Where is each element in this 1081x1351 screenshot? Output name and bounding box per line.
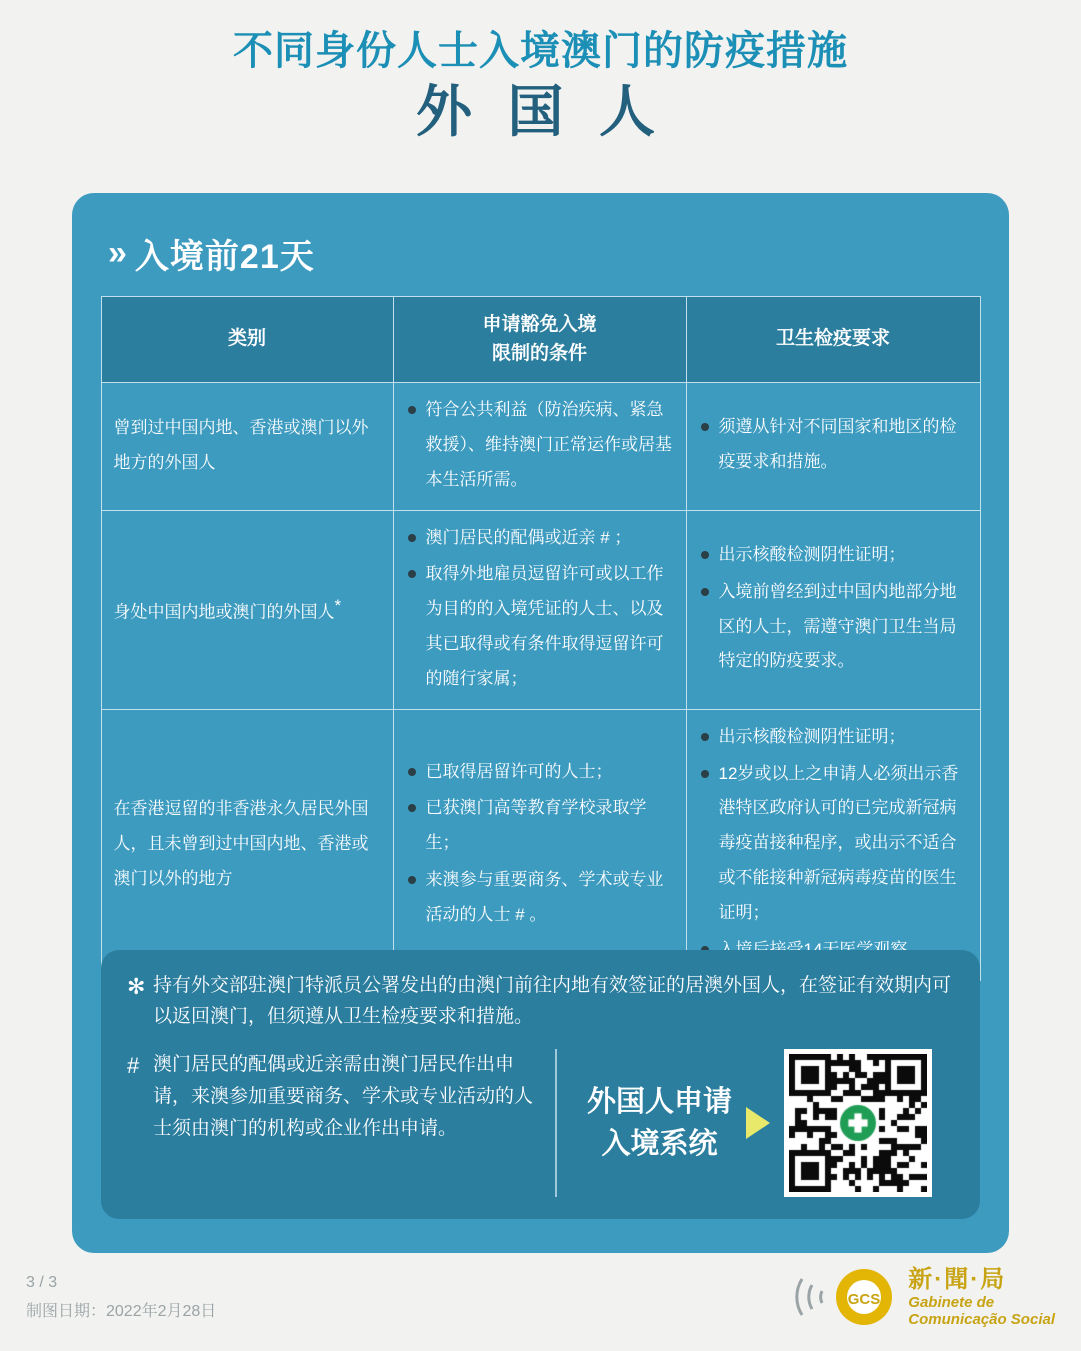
qr-label-line2: 入境系统 [601, 1127, 718, 1160]
chart-date: 制图日期：2022年2月28日 [26, 1303, 217, 1321]
gcs-logo [788, 1265, 1055, 1329]
footer-info [26, 1269, 216, 1327]
table-row [101, 383, 980, 511]
gcs-logo-cn: 新·聞·局 [908, 1265, 1007, 1293]
content-card [72, 193, 1009, 1253]
row3-conditions [393, 709, 686, 980]
note-asterisk [127, 970, 954, 1033]
table-row [101, 709, 980, 980]
column-header-conditions-line2: 限制的条件 [491, 342, 587, 364]
list-item: 出示核酸检测阴性证明； [699, 720, 968, 755]
note-hash-row [127, 1049, 954, 1197]
list-item: 12岁或以上之申请人必须出示香港特区政府认可的已完成新冠病毒疫苗接种程序，或出示不适合或不能接种新冠病毒疫苗的医生证明； [699, 757, 968, 931]
section-title [72, 193, 1009, 278]
qr-code[interactable] [784, 1049, 932, 1197]
play-triangle-icon [746, 1107, 770, 1139]
column-header-conditions [393, 297, 686, 383]
row2-category-label: 身处中国内地或澳门的外国人 [113, 602, 335, 622]
qr-section[interactable] [557, 1049, 954, 1197]
column-header-conditions-line1: 申请豁免入境 [482, 314, 597, 335]
requirements-table [101, 296, 981, 981]
note-hash [127, 1049, 557, 1197]
row3-category: 在香港逗留的非香港永久居民外国人，且未曾到过中国内地、香港或澳门以外的地方 [101, 709, 393, 980]
row2-conditions [393, 510, 686, 709]
gcs-logo-pt-line1: Gabinete de [908, 1293, 995, 1311]
note-hash-text: 澳门居民的配偶或近亲需由澳门居民作出申请，来澳参加重要商务、学术或专业活动的人士须由澳门的机构或企业作出申请。 [153, 1053, 534, 1140]
list-item: 来澳参与重要商务、学术或专业活动的人士 # 。 [406, 863, 674, 933]
note-asterisk-text: 持有外交部驻澳门特派员公署发出的由澳门前往内地有效签证的居澳外国人，在签证有效期内可以返回澳门，但须遵从卫生检疫要求和措施。 [153, 975, 952, 1028]
page-header [0, 0, 1081, 145]
list-item: 已取得居留许可的人士； [406, 755, 674, 790]
table-row [101, 510, 980, 709]
asterisk-marker: * [334, 595, 342, 615]
gcs-logo-text [908, 1266, 1055, 1328]
gcs-logo-pt-line2: Comunicação Social [908, 1310, 1055, 1328]
column-header-health: 卫生检疫要求 [686, 297, 980, 383]
row1-conditions [393, 383, 686, 511]
table-header-row [101, 297, 980, 383]
page-number: 3 / 3 [26, 1274, 58, 1292]
list-item: 符合公共利益（防治疾病、紧急救援）、维持澳门正常运作或居基本生活所需。 [406, 393, 674, 498]
list-item: 入境前曾经到过中国内地部分地区的人士，需遵守澳门卫生当局特定的防疫要求。 [699, 575, 968, 680]
section-title-label: 入境前21天 [134, 238, 315, 276]
list-item: 须遵从针对不同国家和地区的检疫要求和措施。 [699, 410, 968, 480]
asterisk-icon: ✻ [127, 974, 146, 999]
list-item: 澳门居民的配偶或近亲 # ； [406, 521, 674, 556]
column-header-category: 类别 [101, 297, 393, 383]
qr-label [587, 1081, 732, 1165]
row2-health [686, 510, 980, 709]
gcs-logo-icon [788, 1265, 898, 1329]
row1-health [686, 383, 980, 511]
qr-label-line1: 外国人申请 [586, 1085, 732, 1118]
double-chevron-icon: » [108, 234, 119, 272]
row2-category [101, 510, 393, 709]
list-item: 取得外地雇员逗留许可或以工作为目的的入境凭证的人士、以及其已取得或有条件取得逗留许可的随行家属； [406, 557, 674, 696]
list-item: 出示核酸检测阴性证明； [699, 538, 968, 573]
notes-panel [101, 950, 980, 1219]
svg-text:GCS: GCS [848, 1291, 881, 1308]
row3-health [686, 709, 980, 980]
list-item: 已获澳门高等教育学校录取学生； [406, 791, 674, 861]
page-title-main: 外 国 人 [415, 80, 666, 143]
hash-icon: # [127, 1052, 140, 1078]
page-title-subtitle: 不同身份人士入境澳门的防疫措施 [233, 29, 848, 73]
row1-category: 曾到过中国内地、香港或澳门以外地方的外国人 [101, 383, 393, 511]
